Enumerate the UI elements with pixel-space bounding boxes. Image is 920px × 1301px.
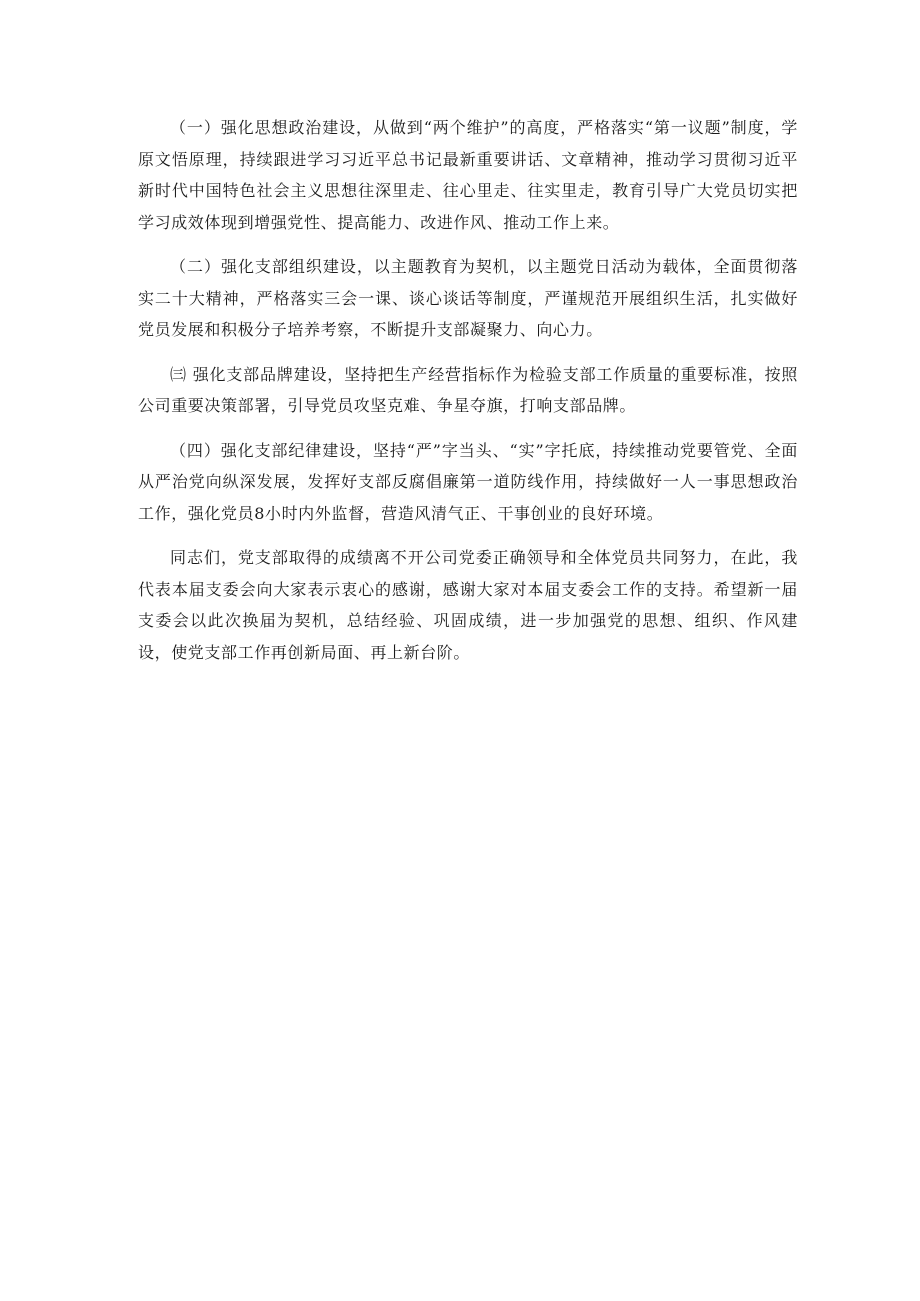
document-body [138, 112, 798, 668]
paragraph-ideological-political-building: （一）强化思想政治建设，从做到“两个维护”的高度，严格落实“第一议题”制度，学原文悟原理，持续跟进学习习近平总书记最新重要讲话、文章精神，推动学习贯彻习近平新时代中国特色社会主义思想往深里走、往心里走、往实里走，教育引导广大党员切实把学习成效体现到增强党性、提高能力、改进作风、推动工作上来。 [138, 118, 798, 232]
paragraph-brand-building: ㈢ 强化支部品牌建设，坚持把生产经营指标作为检验支部工作质量的重要标准，按照公司重要决策部署，引导党员攻坚克难、争星夺旗，打响支部品牌。 [138, 364, 798, 415]
paragraph-organizational-building: （二）强化支部组织建设，以主题教育为契机，以主题党日活动为载体，全面贯彻落实二十大精神，严格落实三会一课、谈心谈话等制度，严谨规范开展组织生活，扎实做好党员发展和积极分子培养考察，不断提升支部凝聚力、向心力。 [138, 257, 798, 339]
paragraph-closing-remarks: 同志们，党支部取得的成绩离不开公司党委正确领导和全体党员共同努力，在此，我代表本届支委会向大家表示衷心的感谢，感谢大家对本届支委会工作的支持。希望新一届支委会以此次换届为契机，总结经验、巩固成绩，进一步加强党的思想、组织、作风建设，使党支部工作再创新局面、再上新台阶。 [138, 548, 798, 662]
paragraph-discipline-building: （四）强化支部纪律建设，坚持“严”字当头、“实”字托底，持续推动党要管党、全面从严治党向纵深发展，发挥好支部反腐倡廉第一道防线作用，持续做好一人一事思想政治工作，强化党员8小时内外监督，营造风清气正、干事创业的良好环境。 [138, 440, 798, 523]
